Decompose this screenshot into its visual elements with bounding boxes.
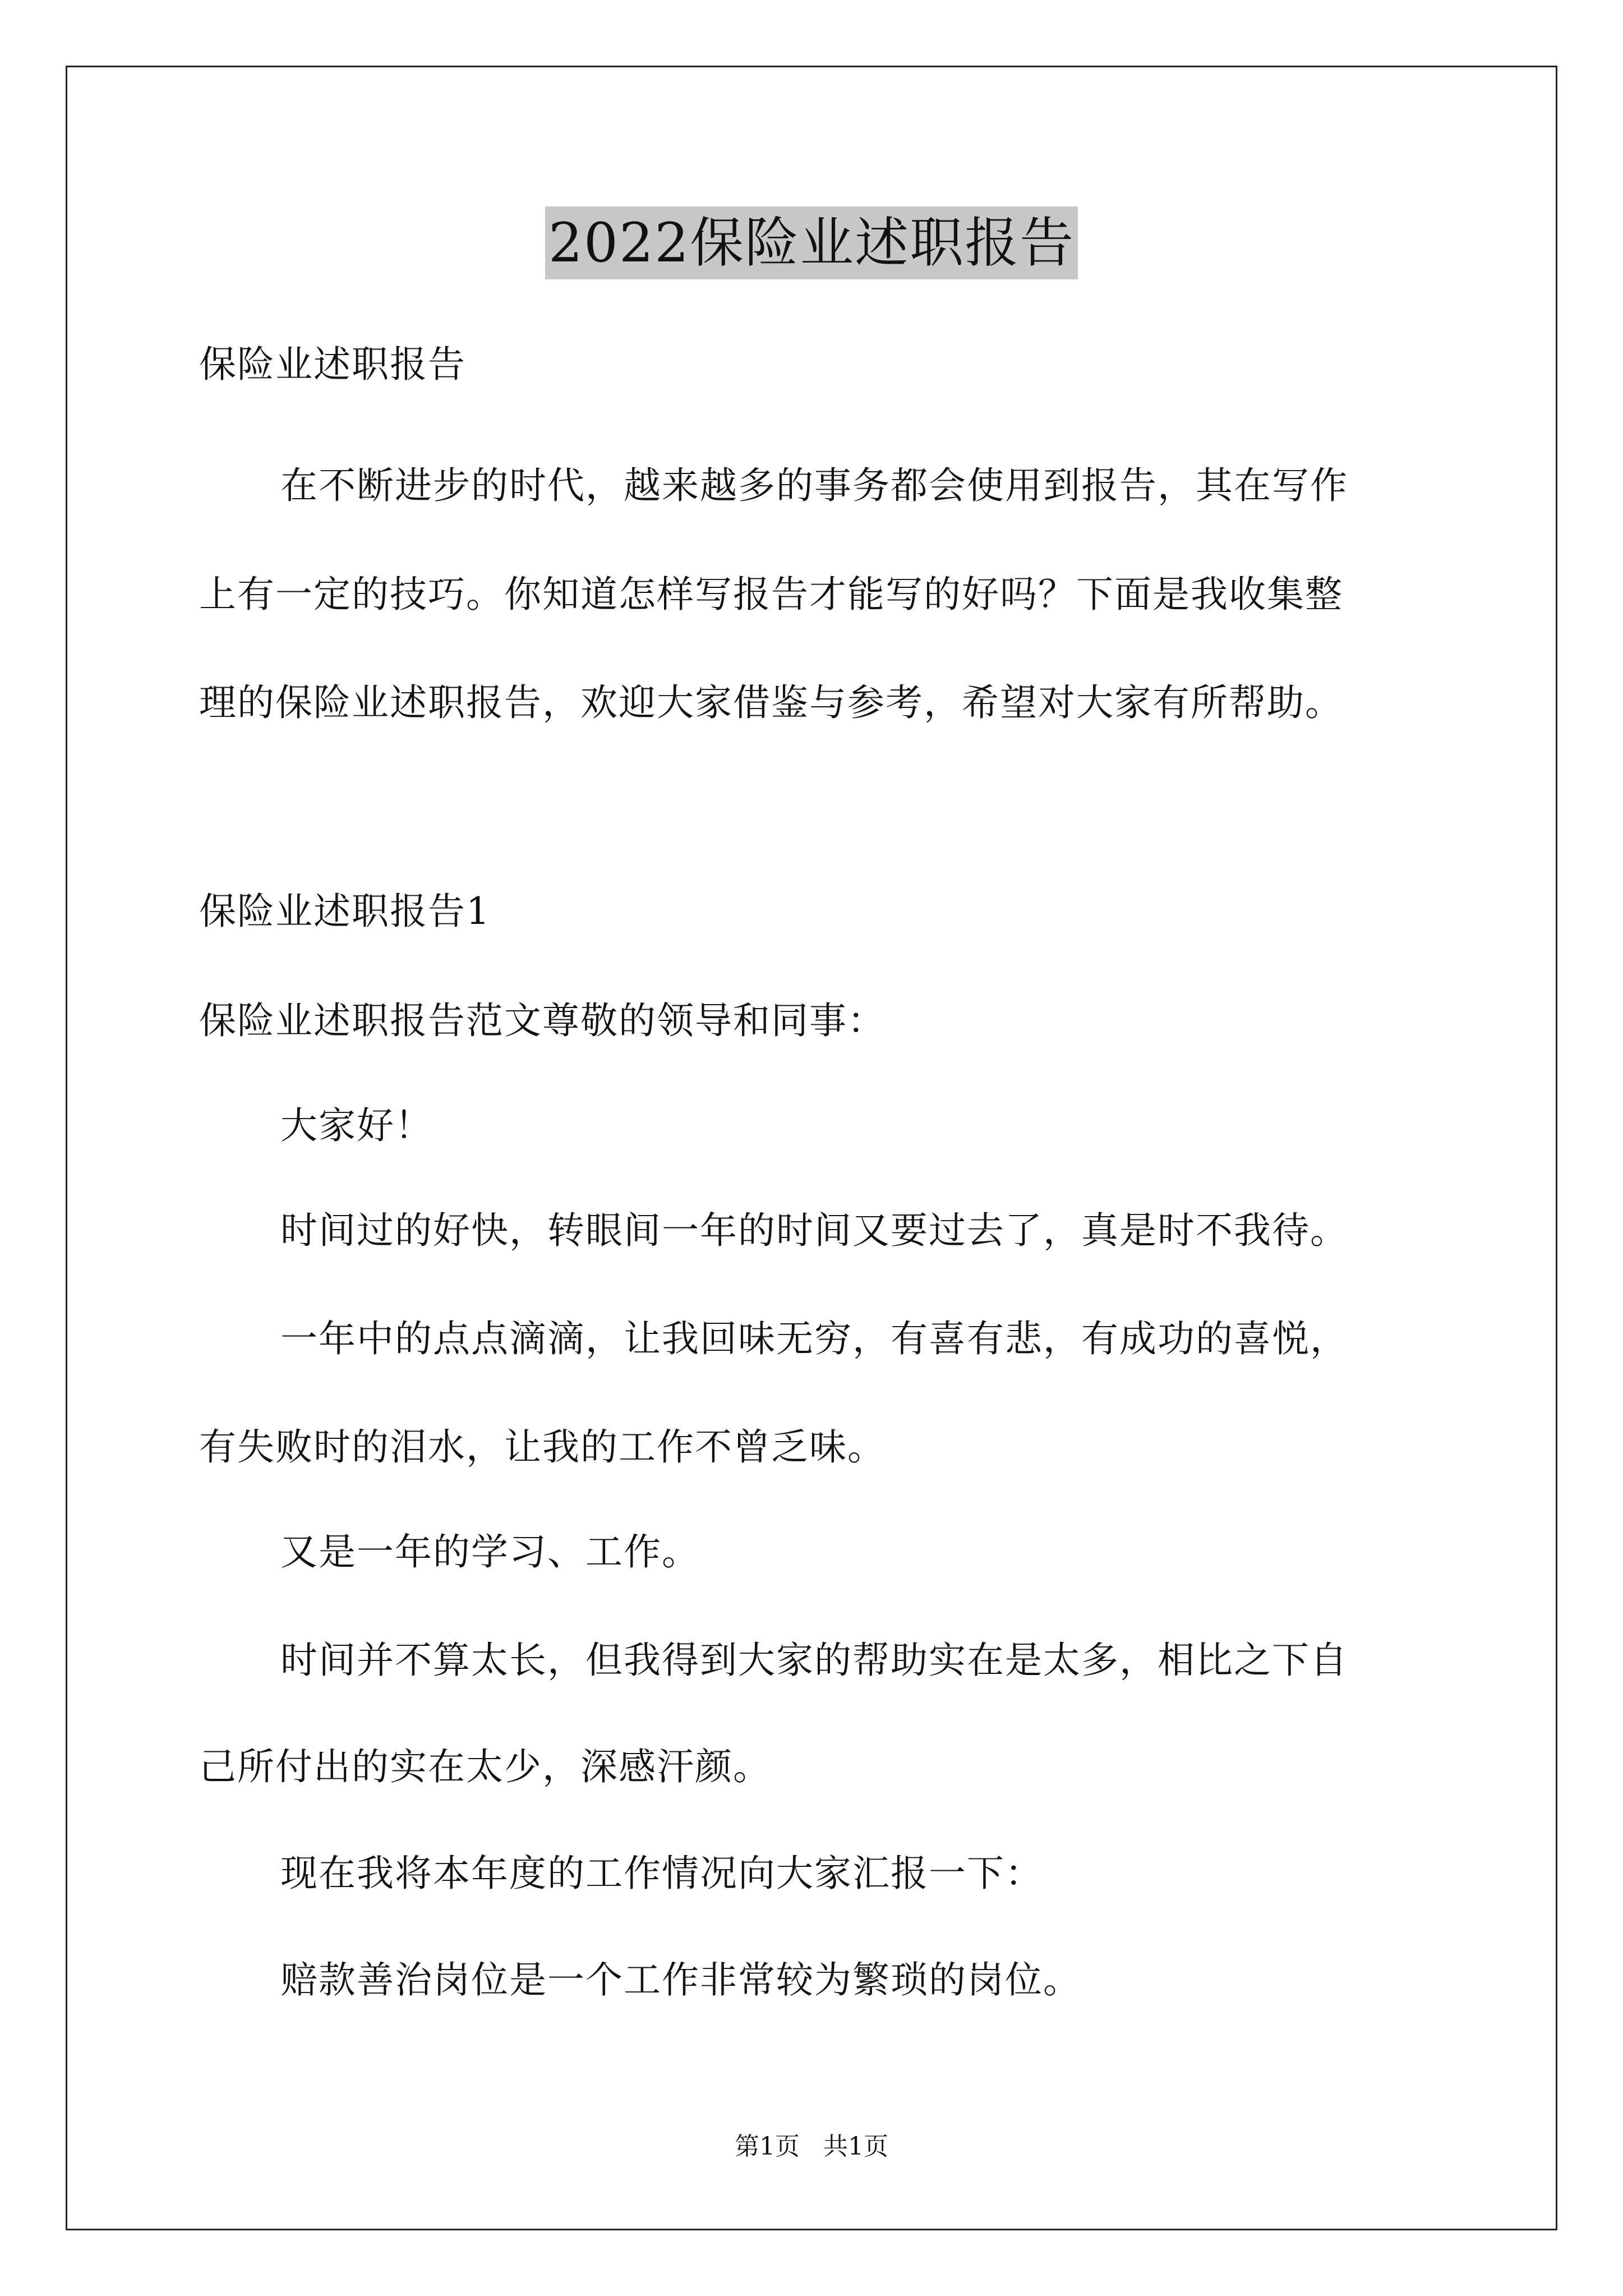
paragraph-line: 有失败时的泪水，让我的工作不曾乏味。 [199, 1425, 886, 1469]
paragraph-line: 一年中的点点滴滴，让我回味无穷，有喜有悲，有成功的喜悦， [280, 1317, 1348, 1360]
paragraph-line: 时间过的好快，转眼间一年的时间又要过去了，真是时不我待。 [280, 1209, 1348, 1252]
document-title: 2022保险业述职报告 [545, 206, 1078, 279]
title-container [0, 206, 1623, 279]
paragraph-line: 保险业述职报告范文尊敬的领导和同事： [199, 999, 886, 1042]
paragraph-line: 在不断进步的时代，越来越多的事务都会使用到报告，其在写作 [280, 464, 1348, 507]
paragraph-line: 理的保险业述职报告，欢迎大家借鉴与参考，希望对大家有所帮助。 [199, 681, 1343, 724]
paragraph-line: 时间并不算太长，但我得到大家的帮助实在是太多，相比之下自 [280, 1639, 1348, 1682]
paragraph-line: 又是一年的学习、工作。 [280, 1530, 700, 1573]
section-heading: 保险业述职报告1 [199, 890, 491, 933]
paragraph-line: 赔款善治岗位是一个工作非常较为繁琐的岗位。 [280, 1958, 1081, 2001]
section-heading: 保险业述职报告 [199, 343, 466, 386]
page-number-footer: 第1页 共1页 [735, 2132, 888, 2161]
paragraph-line: 己所付出的实在太少，深感汗颜。 [199, 1745, 771, 1788]
paragraph-line: 大家好！ [280, 1104, 433, 1147]
paragraph-line: 现在我将本年度的工作情况向大家汇报一下： [280, 1852, 1043, 1895]
paragraph-line: 上有一定的技巧。你知道怎样写报告才能写的好吗？下面是我收集整 [199, 573, 1343, 616]
